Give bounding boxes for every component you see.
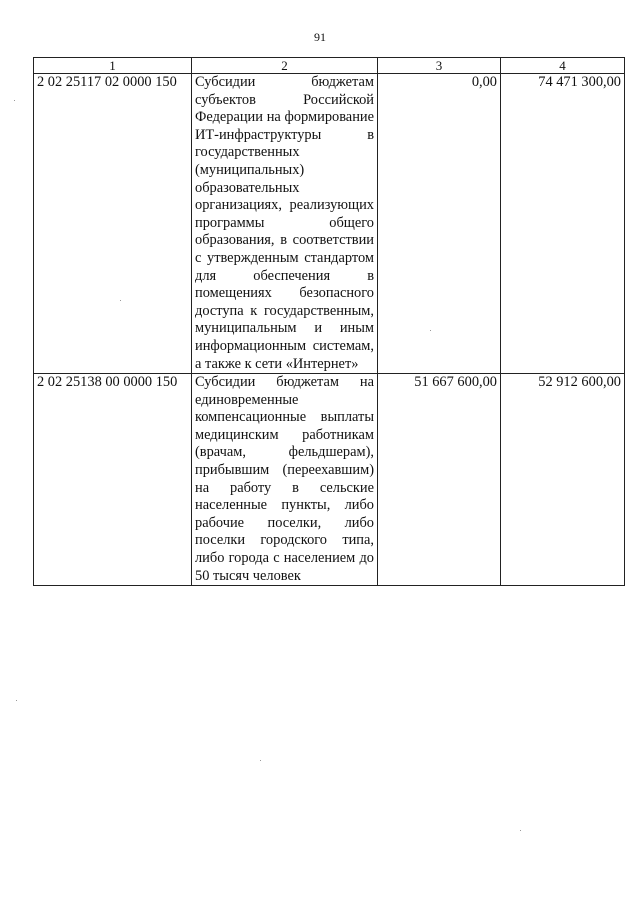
column-header-2: 2 — [192, 58, 378, 74]
amount-col3: 51 667 600,00 — [378, 374, 501, 586]
column-header-4: 4 — [501, 58, 625, 74]
table-row — [34, 374, 625, 586]
item-description: Субсидии бюджетам на единовременные компенсационные выплаты медицинским работникам (врачам, фельдшерам), прибывшим (переехавшим) на работу в сельские населенные пункты, либо рабочие поселки, либо поселки городского типа, либо города с населением до 50 тысяч человек — [192, 374, 378, 586]
item-description: Субсидии бюджетам субъектов Российской Федерации на формирование ИТ-инфраструктуры в государственных (муниципальных) образовательных организациях, реализующих программы общего образования, в соответствии с утвержденным стандартом для обеспечения в помещениях безопасного доступа к государственным, муниципальным и иным информационным системам, а также к сети «Интернет» — [192, 74, 378, 374]
amount-col4: 74 471 300,00 — [501, 74, 625, 374]
column-header-3: 3 — [378, 58, 501, 74]
amount-col4: 52 912 600,00 — [501, 374, 625, 586]
column-header-1: 1 — [34, 58, 192, 74]
scan-speck — [16, 700, 17, 701]
page-number: 91 — [314, 30, 326, 44]
scan-speck — [14, 100, 15, 101]
amount-col3: 0,00 — [378, 74, 501, 374]
budget-code: 2 02 25138 00 0000 150 — [34, 374, 192, 586]
scan-speck — [430, 330, 431, 331]
table-header-row — [34, 58, 625, 74]
scan-speck — [520, 830, 521, 831]
scan-speck — [260, 760, 261, 761]
table-row — [34, 74, 625, 374]
scan-speck — [120, 300, 121, 301]
budget-table — [33, 57, 625, 586]
budget-code: 2 02 25117 02 0000 150 — [34, 74, 192, 374]
